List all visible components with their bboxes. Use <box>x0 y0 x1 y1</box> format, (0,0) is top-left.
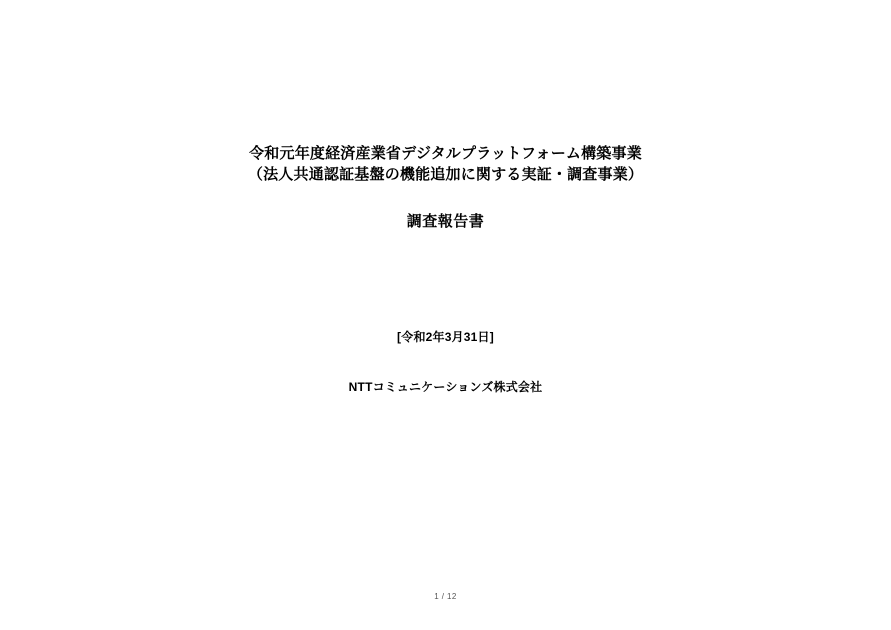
title-line-2: （法人共通認証基盤の機能追加に関する実証・調査事業） <box>247 166 644 183</box>
document-subtitle: 調査報告書 <box>406 213 485 230</box>
title-line-1: 令和元年度経済産業省デジタルプラットフォーム構築事業 <box>249 145 642 162</box>
document-title <box>0 143 891 185</box>
page-number-footer: 1 / 12 <box>434 592 457 601</box>
document-date: [令和2年3月31日] <box>397 330 494 344</box>
document-organization: NTTコミュニケーションズ株式会社 <box>348 380 543 394</box>
